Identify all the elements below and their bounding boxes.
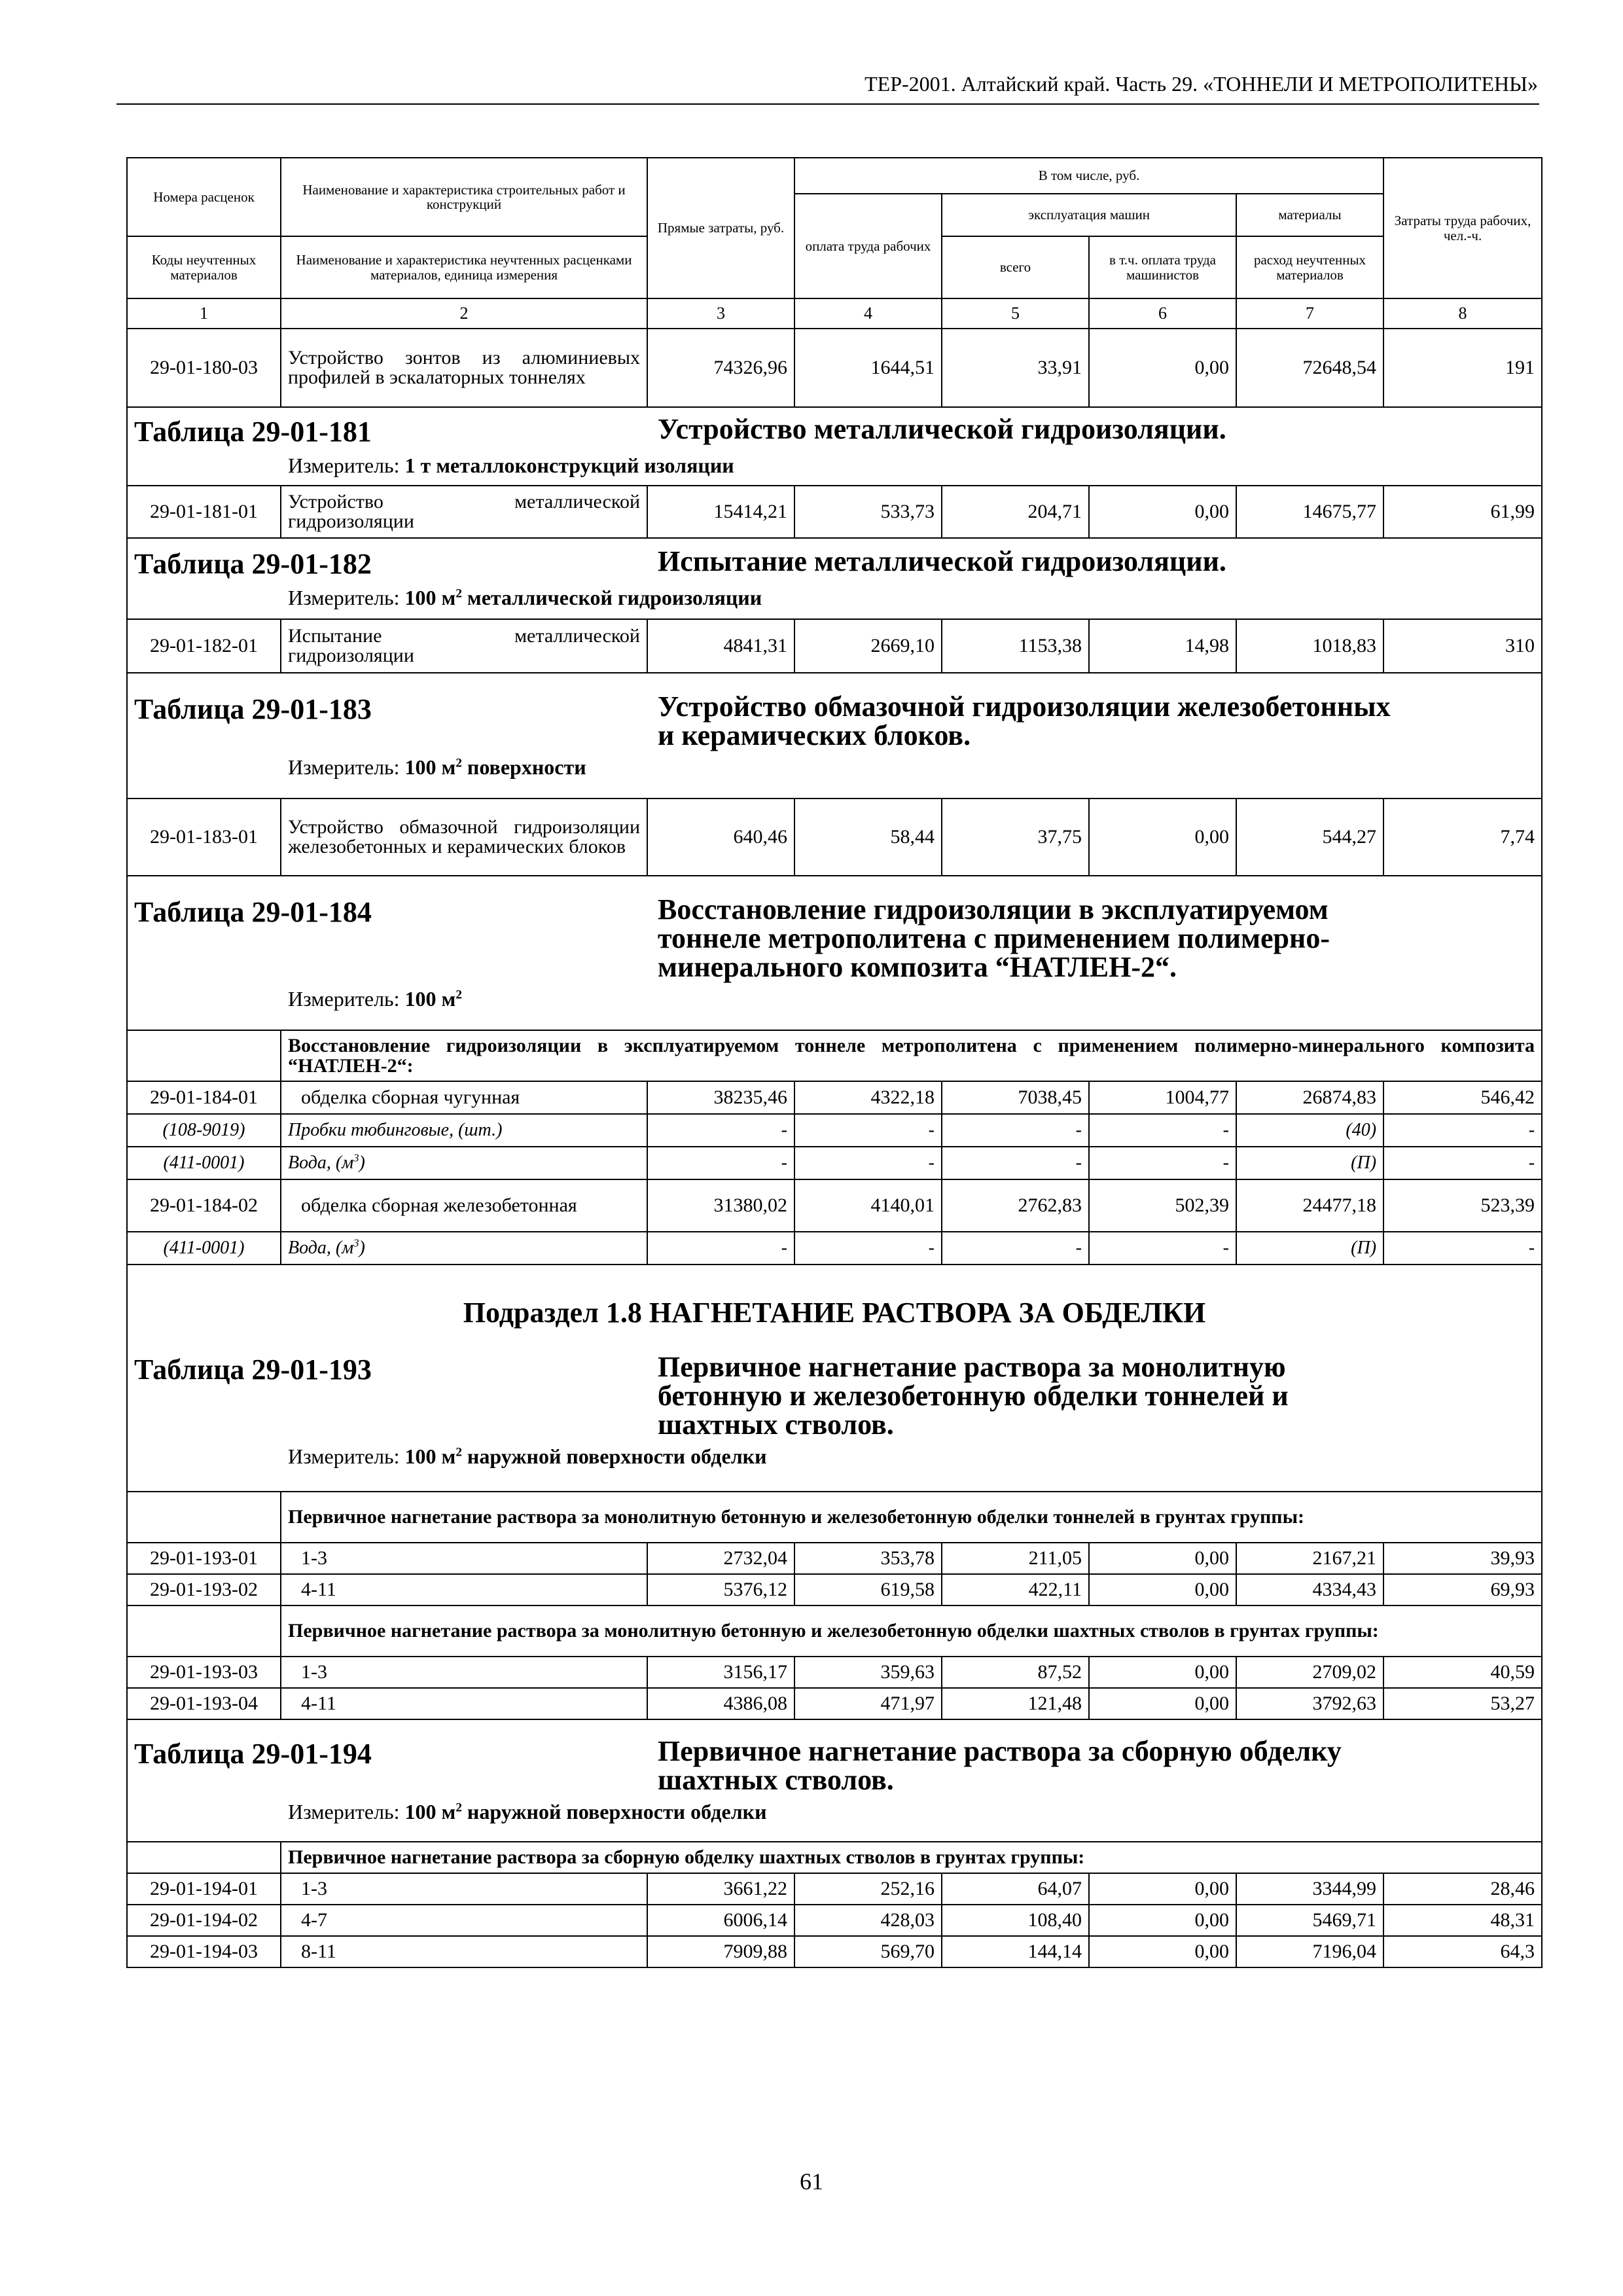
th-workers-pay: оплата труда рабочих (794, 194, 942, 298)
table-subtitle: Восстановление гидроизоляции в эксплуатируемом тоннеле метрополитена с применением полимерно-минерального композита “НАТЛЕН-2“: (281, 1030, 1542, 1081)
rate-name: Испытание металлической гидроизоляции (281, 619, 647, 673)
materials: 2167,21 (1236, 1543, 1383, 1574)
direct-costs: 640,46 (647, 798, 794, 876)
th-machines-total: всего (942, 236, 1089, 298)
table-subtitle: Первичное нагнетание раствора за монолитную бетонную и железобетонную обделки тоннелей в грунтах группы: (281, 1492, 1542, 1543)
table-caption-row (127, 876, 1542, 1030)
machines-total: 108,40 (942, 1905, 1089, 1936)
table-row (127, 1574, 1542, 1605)
table-row (127, 1873, 1542, 1905)
direct-costs: 38235,46 (647, 1081, 794, 1114)
machinists-pay: 14,98 (1089, 619, 1236, 673)
table-number: Таблица 29-01-184 (134, 895, 372, 928)
direct-costs: 3156,17 (647, 1657, 794, 1688)
direct-costs: 5376,12 (647, 1574, 794, 1605)
material-row: (411-0001) Вода, $(м^3)$ - - - - (П) - (127, 1232, 1542, 1265)
material-row: (108-9019) Пробки тюбинговые, (шт.) - - - - (40) - (127, 1114, 1542, 1147)
machinists-pay: 0,00 (1089, 1657, 1236, 1688)
material-code: (108-9019) (127, 1114, 281, 1147)
col-number: 4 (794, 298, 942, 329)
material-row: (411-0001) Вода, $(м^3)$ - - - - (П) - (127, 1147, 1542, 1179)
workers-pay: 353,78 (794, 1543, 942, 1574)
machines-total: 7038,45 (942, 1081, 1089, 1114)
subtitle-row (127, 1492, 1542, 1543)
labor-hours: 523,39 (1383, 1179, 1542, 1232)
direct-costs: 4841,31 (647, 619, 794, 673)
rate-code: 29-01-193-03 (127, 1657, 281, 1688)
table-number: Таблица 29-01-183 (134, 692, 372, 725)
labor-hours: 61,99 (1383, 486, 1542, 538)
table-row (127, 1179, 1542, 1232)
machines-total: 64,07 (942, 1873, 1089, 1905)
labor-hours: 28,46 (1383, 1873, 1542, 1905)
table-caption-row (127, 673, 1542, 798)
material-name: Вода, $(м^3)$ (281, 1232, 647, 1265)
labor-hours: 310 (1383, 619, 1542, 673)
rate-code: 29-01-184-02 (127, 1179, 281, 1232)
measure-unit: Измеритель: 100 $м^2$ наружной поверхности обделки (288, 1800, 767, 1823)
materials: 3344,99 (1236, 1873, 1383, 1905)
rate-code: 29-01-194-01 (127, 1873, 281, 1905)
machines-total: 33,91 (942, 329, 1089, 407)
machinists-pay: 0,00 (1089, 1543, 1236, 1574)
machines-total: 121,48 (942, 1688, 1089, 1719)
machines-total: 37,75 (942, 798, 1089, 876)
table-title: Восстановление гидроизоляции в эксплуатируемом тоннеле метрополитена с применением полимерно-минерального композита “НАТЛЕН-2“. (658, 893, 1330, 983)
th-material-name: Наименование и характеристика неучтенных расценками материалов, единица измерения (281, 236, 647, 298)
subtitle-row (127, 1030, 1542, 1081)
labor-hours: 53,27 (1383, 1688, 1542, 1719)
col-number: 2 (281, 298, 647, 329)
rate-name: 4-7 (281, 1905, 647, 1936)
machines-total: 211,05 (942, 1543, 1089, 1574)
direct-costs: 3661,22 (647, 1873, 794, 1905)
machines-total: 1153,38 (942, 619, 1089, 673)
material-code: (411-0001) (127, 1147, 281, 1179)
material-name: Пробки тюбинговые, (шт.) (281, 1114, 647, 1147)
rate-name: Устройство обмазочной гидроизоляции железобетонных и керамических блоков (281, 798, 647, 876)
subtitle-row (127, 1842, 1542, 1873)
rate-code: 29-01-182-01 (127, 619, 281, 673)
measure-unit: Измеритель: 100 $м^2$ наружной поверхности обделки (288, 1444, 767, 1468)
measure-unit: Измеритель: 1 т металлоконструкций изоляции (288, 454, 734, 477)
machinists-pay: 502,39 (1089, 1179, 1236, 1232)
material-amount: (П) (1236, 1147, 1383, 1179)
table-header (127, 158, 1542, 329)
rate-code: 29-01-194-03 (127, 1936, 281, 1967)
labor-hours: 7,74 (1383, 798, 1542, 876)
rates-table (126, 157, 1543, 1968)
table-row (127, 1905, 1542, 1936)
table-title: Устройство металлической гидроизоляции. (658, 413, 1226, 445)
measure-unit: Измеритель: 100 $м^2$ поверхности (288, 755, 586, 779)
th-machines: эксплуатация машин (942, 194, 1236, 236)
materials: 5469,71 (1236, 1905, 1383, 1936)
table-row (127, 1657, 1542, 1688)
rate-code: 29-01-181-01 (127, 486, 281, 538)
machinists-pay: 0,00 (1089, 1574, 1236, 1605)
workers-pay: 359,63 (794, 1657, 942, 1688)
table-subtitle: Первичное нагнетание раствора за сборную обделку шахтных стволов в грунтах группы: (281, 1842, 1542, 1873)
workers-pay: 4140,01 (794, 1179, 942, 1232)
table-row (127, 619, 1542, 673)
rate-name: обделка сборная чугунная (281, 1081, 647, 1114)
direct-costs: 31380,02 (647, 1179, 794, 1232)
col-number: 3 (647, 298, 794, 329)
workers-pay: 471,97 (794, 1688, 942, 1719)
rate-code: 29-01-184-01 (127, 1081, 281, 1114)
rate-code: 29-01-194-02 (127, 1905, 281, 1936)
direct-costs: 15414,21 (647, 486, 794, 538)
table-body (127, 329, 1542, 1967)
materials: 3792,63 (1236, 1688, 1383, 1719)
machinists-pay: 0,00 (1089, 1873, 1236, 1905)
materials: 7196,04 (1236, 1936, 1383, 1967)
rate-name: 1-3 (281, 1543, 647, 1574)
rate-name: 1-3 (281, 1657, 647, 1688)
workers-pay: 1644,51 (794, 329, 942, 407)
rate-name: 4-11 (281, 1688, 647, 1719)
machines-total: 2762,83 (942, 1179, 1089, 1232)
machines-total: 422,11 (942, 1574, 1089, 1605)
rate-name: 8-11 (281, 1936, 647, 1967)
direct-costs: 74326,96 (647, 329, 794, 407)
materials: 2709,02 (1236, 1657, 1383, 1688)
subtitle-row (127, 1605, 1542, 1657)
direct-costs: 6006,14 (647, 1905, 794, 1936)
rate-name: 1-3 (281, 1873, 647, 1905)
labor-hours: 64,3 (1383, 1936, 1542, 1967)
table-caption-row (127, 1719, 1542, 1842)
table-row (127, 1936, 1542, 1967)
materials: 544,27 (1236, 798, 1383, 876)
workers-pay: 2669,10 (794, 619, 942, 673)
material-name: Вода, $(м^3)$ (281, 1147, 647, 1179)
th-including: В том числе, руб. (794, 158, 1383, 194)
table-number: Таблица 29-01-181 (134, 416, 372, 448)
th-machinists-pay: в т.ч. оплата труда машинистов (1089, 236, 1236, 298)
col-number: 5 (942, 298, 1089, 329)
machinists-pay: 0,00 (1089, 1905, 1236, 1936)
rate-code: 29-01-193-02 (127, 1574, 281, 1605)
section-title: Подраздел 1.8 НАГНЕТАНИЕ РАСТВОРА ЗА ОБДЕЛКИ (463, 1296, 1206, 1329)
materials: 26874,83 (1236, 1081, 1383, 1114)
th-unaccounted-materials: расход неучтенных материалов (1236, 236, 1383, 298)
materials: 24477,18 (1236, 1179, 1383, 1232)
table-row (127, 486, 1542, 538)
workers-pay: 533,73 (794, 486, 942, 538)
material-amount: (40) (1236, 1114, 1383, 1147)
rate-name: Устройство зонтов из алюминиевых профилей в эскалаторных тоннелях (281, 329, 647, 407)
labor-hours: 48,31 (1383, 1905, 1542, 1936)
table-title: Испытание металлической гидроизоляции. (658, 545, 1226, 577)
table-row (127, 1688, 1542, 1719)
material-amount: (П) (1236, 1232, 1383, 1265)
machinists-pay: 1004,77 (1089, 1081, 1236, 1114)
labor-hours: 39,93 (1383, 1543, 1542, 1574)
machinists-pay: 0,00 (1089, 1688, 1236, 1719)
measure-unit: Измеритель: 100 $м^2$ металлической гидроизоляции (288, 586, 762, 609)
labor-hours: 69,93 (1383, 1574, 1542, 1605)
rate-name: обделка сборная железобетонная (281, 1179, 647, 1232)
workers-pay: 4322,18 (794, 1081, 942, 1114)
machinists-pay: 0,00 (1089, 329, 1236, 407)
machines-total: 144,14 (942, 1936, 1089, 1967)
materials: 1018,83 (1236, 619, 1383, 673)
rate-code: 29-01-183-01 (127, 798, 281, 876)
col-number: 6 (1089, 298, 1236, 329)
page-number: 61 (800, 2168, 823, 2195)
table-title: Первичное нагнетание раствора за сборную обделку шахтных стволов. (658, 1735, 1342, 1796)
labor-hours: 191 (1383, 329, 1542, 407)
col-number: 7 (1236, 298, 1383, 329)
machinists-pay: 0,00 (1089, 1936, 1236, 1967)
direct-costs: 2732,04 (647, 1543, 794, 1574)
rate-code: 29-01-193-04 (127, 1688, 281, 1719)
direct-costs: 4386,08 (647, 1688, 794, 1719)
rate-name: 4-11 (281, 1574, 647, 1605)
th-labor-hours: Затраты труда рабочих, чел.-ч. (1383, 158, 1542, 298)
workers-pay: 619,58 (794, 1574, 942, 1605)
machinists-pay: 0,00 (1089, 798, 1236, 876)
material-code: (411-0001) (127, 1232, 281, 1265)
rate-code: 29-01-180-03 (127, 329, 281, 407)
col-number: 1 (127, 298, 281, 329)
workers-pay: 428,03 (794, 1905, 942, 1936)
rate-code: 29-01-193-01 (127, 1543, 281, 1574)
table-number: Таблица 29-01-194 (134, 1738, 372, 1770)
measure-unit: Измеритель: 100 $м^2$ (288, 986, 462, 1011)
table-subtitle: Первичное нагнетание раствора за монолитную бетонную и железобетонную обделки шахтных стволов в грунтах группы: (281, 1605, 1542, 1657)
labor-hours: 546,42 (1383, 1081, 1542, 1114)
th-material-codes: Коды неучтенных материалов (127, 236, 281, 298)
machinists-pay: 0,00 (1089, 486, 1236, 538)
machines-total: 87,52 (942, 1657, 1089, 1688)
table-number: Таблица 29-01-182 (134, 548, 372, 580)
table-row (127, 1081, 1542, 1114)
rate-name: Устройство металлической гидроизоляции (281, 486, 647, 538)
th-name: Наименование и характеристика строительных работ и конструкций (281, 158, 647, 236)
table-title: Устройство обмазочной гидроизоляции железобетонных и керамических блоков. (658, 690, 1391, 751)
th-codes: Номера расценок (127, 158, 281, 236)
workers-pay: 58,44 (794, 798, 942, 876)
table-title: Первичное нагнетание раствора за монолитную бетонную и железобетонную обделки тоннелей и шахтных стволов. (658, 1350, 1289, 1441)
table-caption-row (127, 1265, 1542, 1492)
running-header: ТЕР-2001. Алтайский край. Часть 29. «ТОННЕЛИ И МЕТРОПОЛИТЕНЫ» (865, 72, 1538, 96)
th-materials: материалы (1236, 194, 1383, 236)
direct-costs: 7909,88 (647, 1936, 794, 1967)
table-row (127, 329, 1542, 407)
workers-pay: 252,16 (794, 1873, 942, 1905)
materials: 14675,77 (1236, 486, 1383, 538)
table-caption-row (127, 538, 1542, 619)
header-rule (116, 103, 1539, 105)
materials: 72648,54 (1236, 329, 1383, 407)
workers-pay: 569,70 (794, 1936, 942, 1967)
labor-hours: 40,59 (1383, 1657, 1542, 1688)
machines-total: 204,71 (942, 486, 1089, 538)
table-row (127, 798, 1542, 876)
th-direct-costs: Прямые затраты, руб. (647, 158, 794, 298)
table-row (127, 1543, 1542, 1574)
table-caption-row (127, 407, 1542, 486)
table-number: Таблица 29-01-193 (134, 1353, 372, 1386)
materials: 4334,43 (1236, 1574, 1383, 1605)
col-number: 8 (1383, 298, 1542, 329)
